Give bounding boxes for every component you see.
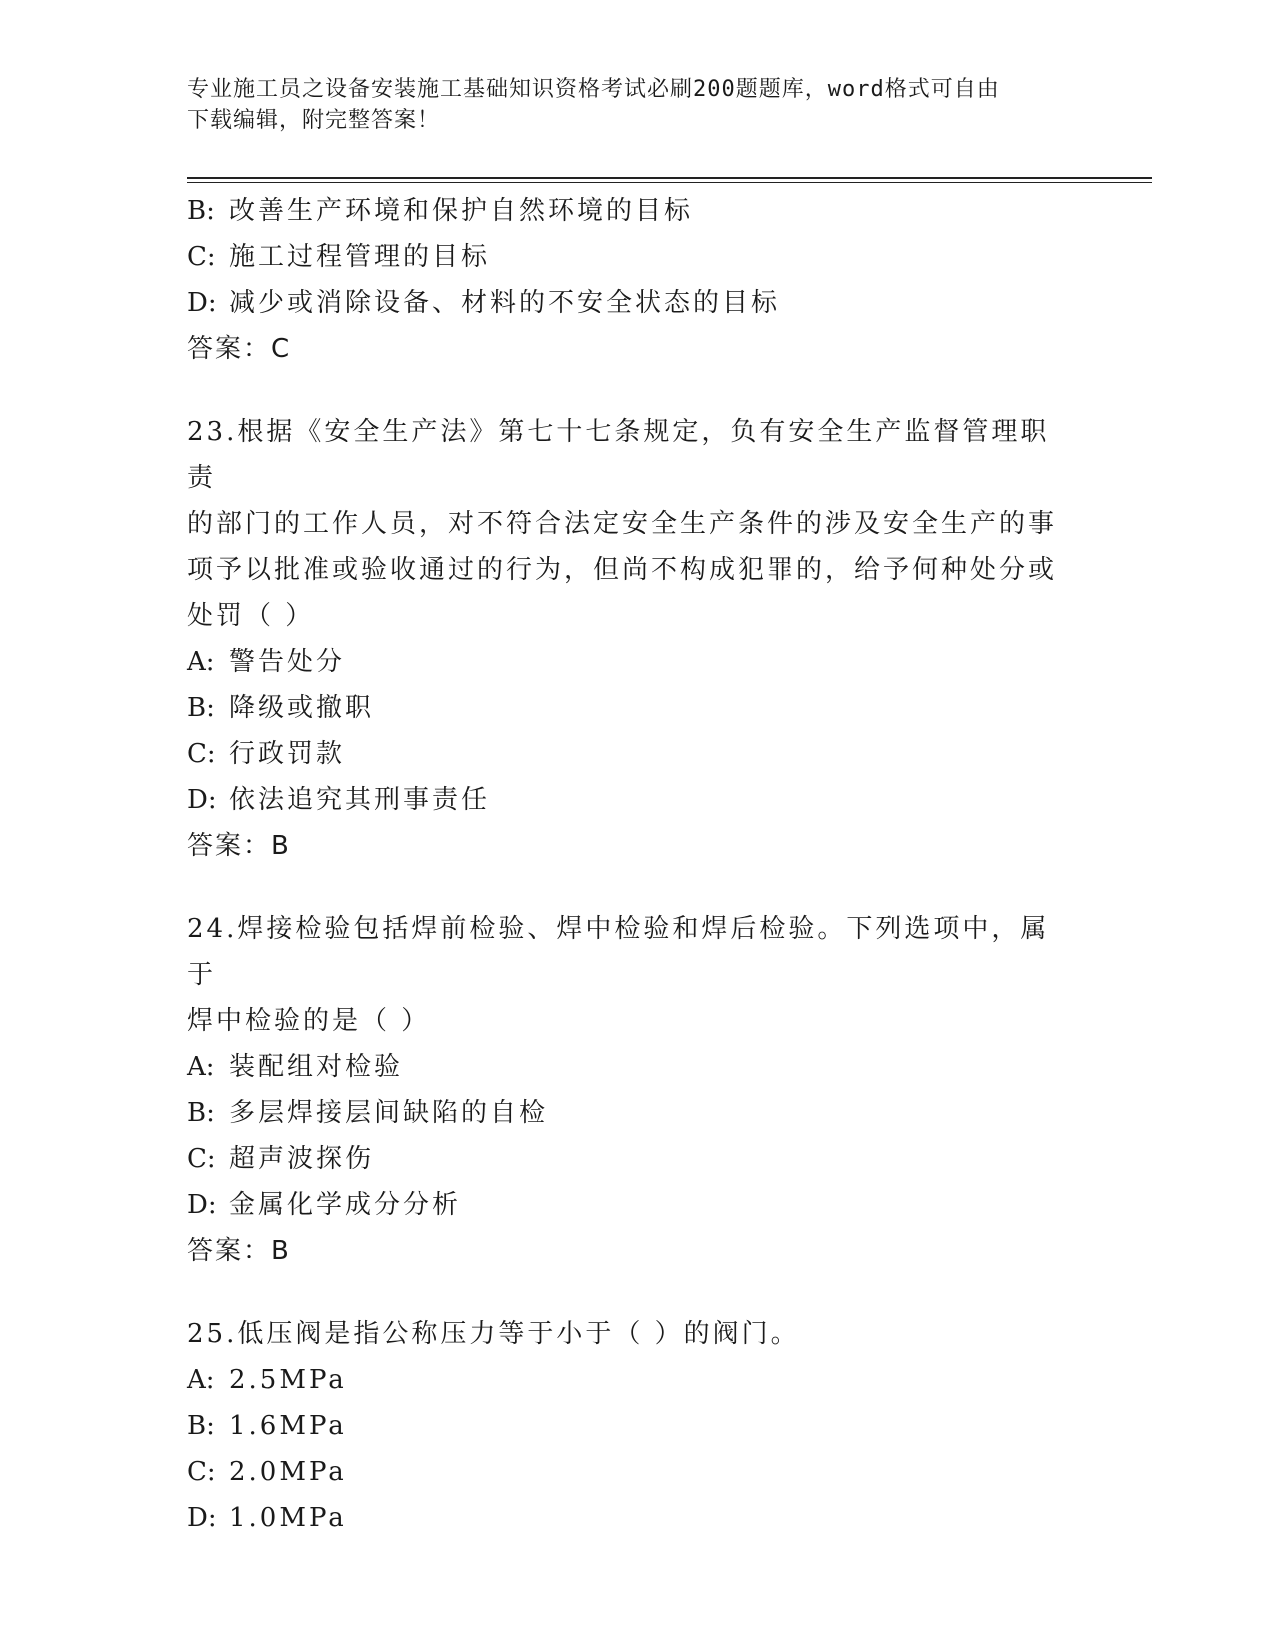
option-text: 超声波探伤	[229, 1144, 375, 1174]
option-d	[187, 1182, 1077, 1228]
option-letter: D:	[187, 1190, 217, 1220]
option-text: 1.6MPa	[229, 1411, 347, 1441]
header-rule-thin	[187, 182, 1152, 183]
option-text: 降级或撤职	[229, 693, 375, 723]
option-letter: A:	[187, 1365, 215, 1395]
option-text: 1.0MPa	[229, 1503, 347, 1533]
option-b	[187, 188, 1077, 234]
option-a	[187, 639, 1077, 685]
option-letter: A:	[187, 647, 215, 677]
option-letter: B:	[187, 693, 215, 723]
option-text: 减少或消除设备、材料的不安全状态的目标	[229, 288, 781, 318]
option-letter: D:	[187, 1503, 217, 1533]
question-stem-line: 处罚（ ）	[187, 601, 315, 631]
option-c	[187, 1136, 1077, 1182]
option-c	[187, 731, 1077, 777]
option-text: 警告处分	[229, 647, 346, 677]
header-rule-thick	[187, 177, 1152, 179]
question-stem-line: 项予以批准或验收通过的行为，但尚不构成犯罪的，给予何种处分或	[187, 555, 1058, 585]
question-stem-line: 23.根据《安全生产法》第七十七条规定，负有安全生产监督管理职责	[187, 417, 1050, 493]
option-letter: C:	[187, 739, 216, 769]
option-letter: C:	[187, 242, 216, 272]
question-stem-line: 24.焊接检验包括焊前检验、焊中检验和焊后检验。下列选项中，属于	[187, 914, 1050, 990]
option-text: 行政罚款	[229, 739, 346, 769]
option-letter: B:	[187, 196, 215, 226]
question-stem-line: 焊中检验的是（ ）	[187, 1006, 431, 1036]
option-text: 改善生产环境和保护自然环境的目标	[229, 196, 694, 226]
question-stem-line: 的部门的工作人员，对不符合法定安全生产条件的涉及安全生产的事	[187, 509, 1058, 539]
option-text: 多层焊接层间缺陷的自检	[229, 1098, 549, 1128]
document-header	[187, 74, 1087, 136]
option-letter: C:	[187, 1457, 216, 1487]
option-b	[187, 685, 1077, 731]
answer-line: 答案：B	[187, 1236, 291, 1266]
option-a	[187, 1044, 1077, 1090]
option-c	[187, 234, 1077, 280]
question-25	[187, 1311, 1077, 1541]
option-d	[187, 777, 1077, 823]
option-letter: B:	[187, 1411, 215, 1441]
option-text: 施工过程管理的目标	[229, 242, 491, 272]
option-letter: B:	[187, 1098, 215, 1128]
option-text: 装配组对检验	[229, 1052, 404, 1082]
header-line-1: 专业施工员之设备安装施工基础知识资格考试必刷200题题库，word格式可自由	[187, 77, 1000, 102]
option-a	[187, 1357, 1077, 1403]
option-text: 依法追究其刑事责任	[229, 785, 491, 815]
option-c	[187, 1449, 1077, 1495]
question-22-continued	[187, 188, 1077, 372]
option-b	[187, 1403, 1077, 1449]
option-text: 2.0MPa	[229, 1457, 347, 1487]
question-stem-line: 25.低压阀是指公称压力等于小于（ ）的阀门。	[187, 1319, 800, 1349]
option-letter: C:	[187, 1144, 216, 1174]
option-letter: D:	[187, 785, 217, 815]
question-23	[187, 409, 1077, 869]
option-d	[187, 280, 1077, 326]
option-b	[187, 1090, 1077, 1136]
option-d	[187, 1495, 1077, 1541]
question-24	[187, 906, 1077, 1274]
option-letter: A:	[187, 1052, 215, 1082]
answer-line: 答案：C	[187, 334, 292, 364]
option-letter: D:	[187, 288, 217, 318]
header-line-2: 下载编辑，附完整答案！	[187, 108, 441, 133]
answer-line: 答案：B	[187, 831, 291, 861]
option-text: 金属化学成分分析	[229, 1190, 462, 1220]
document-body	[187, 188, 1077, 1541]
option-text: 2.5MPa	[229, 1365, 347, 1395]
